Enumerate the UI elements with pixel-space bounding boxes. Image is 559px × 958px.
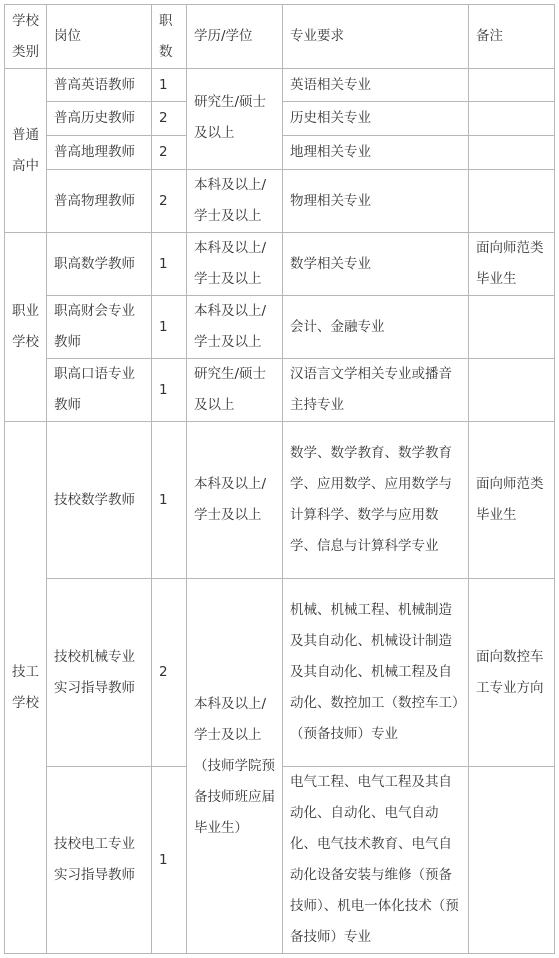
education-cell: 本科及以上/学士及以上: [187, 296, 283, 359]
education-cell: 研究生/硕士及以上: [187, 69, 283, 170]
count-cell: 2: [152, 170, 187, 233]
recruitment-table: [4, 4, 555, 954]
header-row: [5, 5, 555, 69]
count-cell: 1: [152, 296, 187, 359]
major-cell: 机械、机械工程、机械制造及其自动化、机械设计制造及其自动化、机械工程及自动化、数控加工（数控车工）（预备技师）专业: [283, 579, 469, 767]
count-cell: 2: [152, 136, 187, 170]
header-position: 岗位: [47, 5, 152, 69]
position-cell: 职高数学教师: [47, 233, 152, 296]
education-cell: 本科及以上/学士及以上: [187, 422, 283, 579]
count-cell: 2: [152, 579, 187, 767]
position-cell: 职高财会专业教师: [47, 296, 152, 359]
position-cell: 普高历史教师: [47, 102, 152, 136]
major-cell: 汉语言文学相关专业或播音主持专业: [283, 359, 469, 422]
header-note: 备注: [469, 5, 555, 69]
major-cell: 英语相关专业: [283, 69, 469, 102]
header-category: 学校类别: [5, 5, 47, 69]
count-cell: 1: [152, 359, 187, 422]
major-cell: 数学相关专业: [283, 233, 469, 296]
note-cell: 面向师范类毕业生: [469, 233, 555, 296]
count-cell: 1: [152, 69, 187, 102]
header-education: 学历/学位: [187, 5, 283, 69]
table-row: [5, 170, 555, 233]
position-cell: 技校数学教师: [47, 422, 152, 579]
count-cell: 1: [152, 767, 187, 954]
note-cell: 面向数控车工专业方向: [469, 579, 555, 767]
count-cell: 1: [152, 422, 187, 579]
note-cell: [469, 136, 555, 170]
note-cell: [469, 767, 555, 954]
major-cell: 会计、金融专业: [283, 296, 469, 359]
education-cell: 本科及以上/学士及以上: [187, 170, 283, 233]
table-row: [5, 233, 555, 296]
position-cell: 普高英语教师: [47, 69, 152, 102]
category-cell: 普通高中: [5, 69, 47, 233]
major-cell: 物理相关专业: [283, 170, 469, 233]
education-cell: 本科及以上/学士及以上（技师学院预备技师班应届毕业生）: [187, 579, 283, 954]
header-major: 专业要求: [283, 5, 469, 69]
table-row: [5, 422, 555, 579]
major-cell: 电气工程、电气工程及其自动化、自动化、电气自动化、电气技术教育、电气自动化设备安装与维修（预备技师）、机电一体化技术（预备技师）专业: [283, 767, 469, 954]
position-cell: 技校电工专业实习指导教师: [47, 767, 152, 954]
table-row: [5, 69, 555, 102]
table-row: [5, 296, 555, 359]
education-cell: 本科及以上/学士及以上: [187, 233, 283, 296]
note-cell: 面向师范类毕业生: [469, 422, 555, 579]
note-cell: [469, 359, 555, 422]
major-cell: 地理相关专业: [283, 136, 469, 170]
position-cell: 技校机械专业实习指导教师: [47, 579, 152, 767]
table-row: [5, 579, 555, 767]
note-cell: [469, 170, 555, 233]
position-cell: 普高地理教师: [47, 136, 152, 170]
category-cell: 技工学校: [5, 422, 47, 954]
position-cell: 普高物理教师: [47, 170, 152, 233]
note-cell: [469, 296, 555, 359]
header-count: 职数: [152, 5, 187, 69]
note-cell: [469, 102, 555, 136]
category-cell: 职业学校: [5, 233, 47, 422]
major-cell: 数学、数学教育、数学教育学、应用数学、应用数学与计算科学、数学与应用数学、信息与计算科学专业: [283, 422, 469, 579]
education-cell: 研究生/硕士及以上: [187, 359, 283, 422]
note-cell: [469, 69, 555, 102]
recruitment-table-container: [4, 4, 554, 954]
count-cell: 2: [152, 102, 187, 136]
count-cell: 1: [152, 233, 187, 296]
table-row: [5, 359, 555, 422]
major-cell: 历史相关专业: [283, 102, 469, 136]
position-cell: 职高口语专业教师: [47, 359, 152, 422]
